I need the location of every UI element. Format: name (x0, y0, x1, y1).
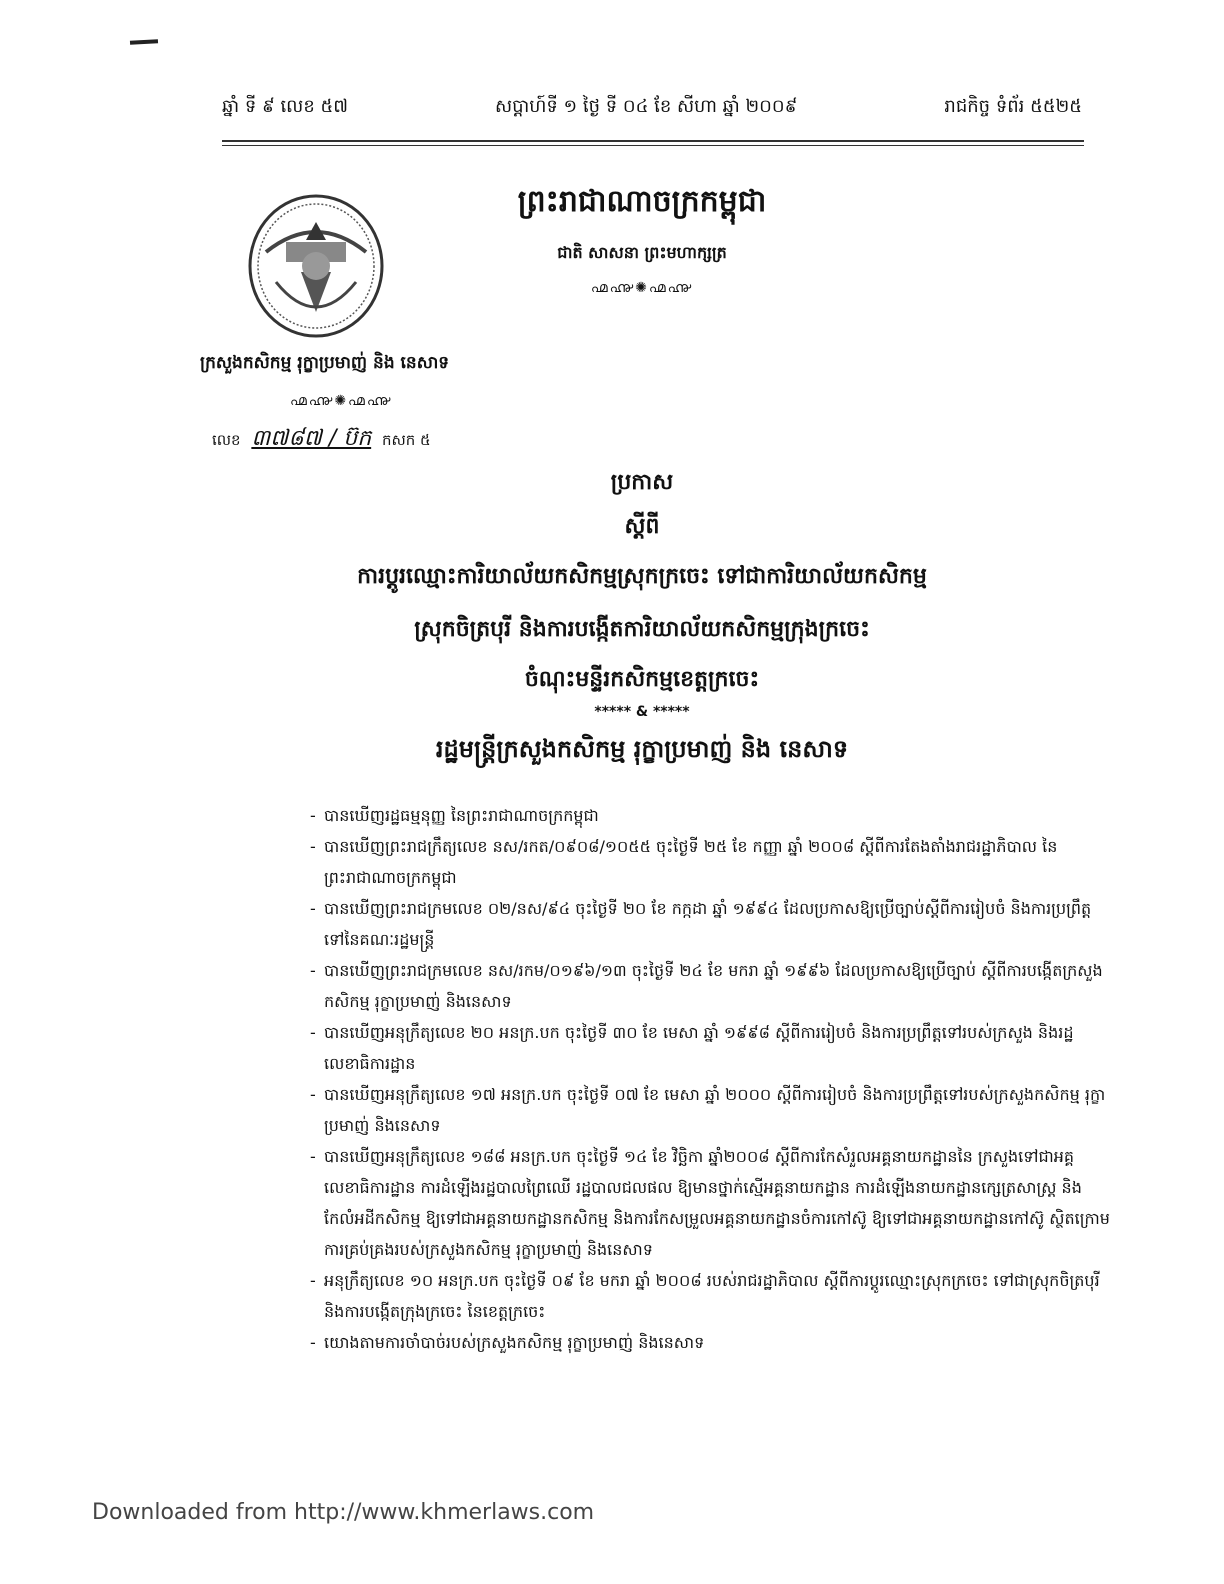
minister-title: រដ្ឋមន្ត្រីក្រសួងកសិកម្ម រុក្ខាប្រមាញ់ និង នេសាទ (435, 735, 849, 763)
download-source-footer: Downloaded from http://www.khmerlaws.com (92, 1500, 595, 1525)
list-item-text: បានឃើញព្រះរាជក្រមលេខ ០២/នស/៩៤ ចុះថ្ងៃទី ២០ ខែ កក្កដា ឆ្នាំ ១៩៩៤ ដែលប្រកាសឱ្យប្រើច្បាប់ស្តីពីការរៀបចំ និងការប្រព្រឹត្តទៅនៃគណៈរដ្ឋមន្ត្រី (324, 899, 1092, 949)
list-item-text: បានឃើញអនុក្រឹត្យលេខ ១៧ អនក្រ.បក ចុះថ្ងៃទី ០៧ ខែ មេសា ឆ្នាំ ២០០០ ស្តីពីការរៀបចំ និងការប្រព្រឹត្តទៅរបស់ក្រសួងកសិកម្ម រុក្ខាប្រមាញ់ និងនេសាទ (324, 1085, 1106, 1135)
list-item: - បានឃើញព្រះរាជក្រមលេខ ០២/នស/៩៤ ចុះថ្ងៃទី ២០ ខែ កក្កដា ឆ្នាំ ១៩៩៤ ដែលប្រកាសឱ្យប្រើច្បាប់ស្តីពីការរៀបចំ និងការប្រព្រឹត្តទៅនៃគណៈរដ្ឋមន្ត្រី (310, 893, 1110, 955)
subject-line-1: ការប្តូរឈ្មោះការិយាល័យកសិកម្មស្រុកក្រចេះ ទៅជាការិយាល័យកសិកម្ម (357, 564, 927, 589)
ministry-name: ក្រសួងកសិកម្ម រុក្ខាប្រមាញ់ និង នេសាទ (200, 353, 450, 373)
ornament-divider: ൶൷✺൶൷ (590, 280, 694, 296)
gazette-week-date: សប្តាហ៍ទី ១ ថ្ងៃ ទី ០៤ ខែ សីហា ឆ្នាំ ២០០៩ (494, 96, 798, 117)
letter-number-handwritten: ៣៧៨៧ / ប៊ក (251, 426, 372, 451)
national-motto: ជាតិ សាសនា ព្រះមហាក្សត្រ (557, 243, 727, 262)
stars-divider: ***** & ***** (594, 704, 690, 720)
list-item-text: យោងតាមការចាំបាច់របស់ក្រសួងកសិកម្ម រុក្ខាប្រមាញ់ និងនេសាទ (324, 1333, 705, 1352)
gazette-page: រាជកិច្ច ទំព័រ ៥៥២៥ (944, 96, 1082, 117)
ministry-ornament: ൶൷✺൶൷ (290, 393, 393, 409)
list-item: - យោងតាមការចាំបាច់របស់ក្រសួងកសិកម្ម រុក្ខាប្រមាញ់ និងនេសាទ (310, 1327, 1110, 1358)
scan-mark (130, 39, 158, 44)
gazette-header (222, 94, 1082, 121)
subject-label: ស្តីពី (624, 514, 660, 539)
list-item-text: បានឃើញព្រះរាជក្រមលេខ នស/រកម/០១៩៦/១៣ ចុះថ្ងៃទី ២៤ ខែ មករា ឆ្នាំ ១៩៩៦ ដែលប្រកាសឱ្យប្រើច្បាប់ ស្តីពីការបង្កើតក្រសួងកសិកម្ម រុក្ខាប្រមាញ់ និងនេសាទ (324, 961, 1103, 1011)
list-item: - បានឃើញព្រះរាជក្រឹត្យលេខ នស/រកត/០៩០៨/១០៥៥ ចុះថ្ងៃទី ២៥ ខែ កញ្ញា ឆ្នាំ ២០០៨ ស្តីពីការតែងតាំងរាជរដ្ឋាភិបាល នៃព្រះរាជាណាចក្រកម្ពុជា (310, 831, 1110, 893)
gazette-year-number: ឆ្នាំ ទី ៩ លេខ ៥៧ (222, 96, 348, 117)
list-item-text: បានឃើញអនុក្រឹត្យលេខ ២០ អនក្រ.បក ចុះថ្ងៃទី ៣០ ខែ មេសា ឆ្នាំ ១៩៩៨ ស្តីពីការរៀបចំ និងការប្រព្រឹត្តទៅរបស់ក្រសួង និងរដ្ឋលេខាធិការដ្ឋាន (324, 1023, 1074, 1073)
letter-number (212, 424, 431, 456)
list-item-text: បានឃើញរដ្ឋធម្មនុញ្ញ នៃព្រះរាជាណាចក្រកម្ពុជា (324, 806, 599, 825)
list-item-text: អនុក្រឹត្យលេខ ១០ អនក្រ.បក ចុះថ្ងៃទី ០៩ ខែ មករា ឆ្នាំ ២០០៨ របស់រាជរដ្ឋាភិបាល ស្តីពីការប្តូរឈ្មោះស្រុកក្រចេះ ទៅជាស្រុកចិត្របុរី និងការបង្កើតក្រុងក្រចេះ នៃខេត្តក្រចេះ (324, 1271, 1100, 1321)
list-item-text: បានឃើញព្រះរាជក្រឹត្យលេខ នស/រកត/០៩០៨/១០៥៥ ចុះថ្ងៃទី ២៥ ខែ កញ្ញា ឆ្នាំ ២០០៨ ស្តីពីការតែងតាំងរាជរដ្ឋាភិបាល នៃព្រះរាជាណាចក្រកម្ពុជា (324, 837, 1058, 887)
list-item: - បានឃើញអនុក្រឹត្យលេខ ២០ អនក្រ.បក ចុះថ្ងៃទី ៣០ ខែ មេសា ឆ្នាំ ១៩៩៨ ស្តីពីការរៀបចំ និងការប្រព្រឹត្តទៅរបស់ក្រសួង និងរដ្ឋលេខាធិការដ្ឋាន (310, 1017, 1110, 1079)
list-item: - បានឃើញព្រះរាជក្រមលេខ នស/រកម/០១៩៦/១៣ ចុះថ្ងៃទី ២៤ ខែ មករា ឆ្នាំ ១៩៩៦ ដែលប្រកាសឱ្យប្រើច្បាប់ ស្តីពីការបង្កើតក្រសួងកសិកម្ម រុក្ខាប្រមាញ់ និងនេសាទ (310, 955, 1110, 1017)
list-item-text: បានឃើញអនុក្រឹត្យលេខ ១៨៨ អនក្រ.បក ចុះថ្ងៃទី ១៤ ខែ វិច្ឆិកា ឆ្នាំ២០០៨ ស្តីពីការកែសំរួលអគ្គនាយកដ្ឋាននៃ ក្រសួងទៅជាអគ្គលេខាធិការដ្ឋាន ការដំឡើងរដ្ឋបាលព្រៃឈើ រដ្ឋបាលជលផល ឱ្យមានថ្នាក់ស្មើអគ្គនាយកដ្ឋាន ការដំឡើងនាយកដ្ឋានក្សេត្រសាស្ត្រ និងកែលំអដីកសិកម្ម ឱ្យទៅជាអគ្គនាយកដ្ឋានកសិកម្ម និងការកែសម្រួលអគ្គនាយកដ្ឋានចំការកៅស៊ូ ឱ្យទៅជាអគ្គនាយកដ្ឋានកៅស៊ូ ស្ថិតក្រោមការគ្រប់គ្រងរបស់ក្រសួងកសិកម្ម រុក្ខាប្រមាញ់ និងនេសាទ (324, 1147, 1110, 1259)
subject-line-2: ស្រុកចិត្របុរី និងការបង្កើតការិយាល័យកសិកម្មក្រុងក្រចេះ (414, 617, 870, 642)
list-item: - បានឃើញរដ្ឋធម្មនុញ្ញ នៃព្រះរាជាណាចក្រកម្ពុជា (310, 800, 1110, 831)
letter-number-prefix: លេខ (212, 431, 241, 449)
list-item: - អនុក្រឹត្យលេខ ១០ អនក្រ.បក ចុះថ្ងៃទី ០៩ ខែ មករា ឆ្នាំ ២០០៨ របស់រាជរដ្ឋាភិបាល ស្តីពីការប្តូរឈ្មោះស្រុកក្រចេះ ទៅជាស្រុកចិត្របុរី និងការបង្កើតក្រុងក្រចេះ នៃខេត្តក្រចេះ (310, 1265, 1110, 1327)
list-item: - បានឃើញអនុក្រឹត្យលេខ ១៧ អនក្រ.បក ចុះថ្ងៃទី ០៧ ខែ មេសា ឆ្នាំ ២០០០ ស្តីពីការរៀបចំ និងការប្រព្រឹត្តទៅរបស់ក្រសួងកសិកម្ម រុក្ខាប្រមាញ់ និងនេសាទ (310, 1079, 1110, 1141)
kingdom-title: ព្រះរាជាណាចក្រកម្ពុជា (517, 184, 767, 219)
list-item: - បានឃើញអនុក្រឹត្យលេខ ១៨៨ អនក្រ.បក ចុះថ្ងៃទី ១៤ ខែ វិច្ឆិកា ឆ្នាំ២០០៨ ស្តីពីការកែសំរួលអគ្គនាយកដ្ឋាននៃ ក្រសួងទៅជាអគ្គលេខាធិការដ្ឋាន ការដំឡើងរដ្ឋបាលព្រៃឈើ រដ្ឋបាលជលផល ឱ្យមានថ្នាក់ស្មើអគ្គនាយកដ្ឋាន ការដំឡើងនាយកដ្ឋានក្សេត្រសាស្ត្រ និងកែលំអដីកសិកម្ម ឱ្យទៅជាអគ្គនាយកដ្ឋានកសិកម្ម និងការកែសម្រួលអគ្គនាយកដ្ឋានចំការកៅស៊ូ ឱ្យទៅជាអគ្គនាយកដ្ឋានកៅស៊ូ ស្ថិតក្រោមការគ្រប់គ្រងរបស់ក្រសួងកសិកម្ម រុក្ខាប្រមាញ់ និងនេសាទ (310, 1141, 1110, 1265)
header-rule (222, 140, 1084, 146)
document-type-title: ប្រកាស (610, 470, 674, 495)
preamble-list (310, 800, 1110, 1358)
subject-line-3: ចំណុះមន្ទីរកសិកម្មខេត្តក្រចេះ (524, 667, 760, 692)
letter-number-suffix: កសក ៥ (381, 431, 431, 449)
